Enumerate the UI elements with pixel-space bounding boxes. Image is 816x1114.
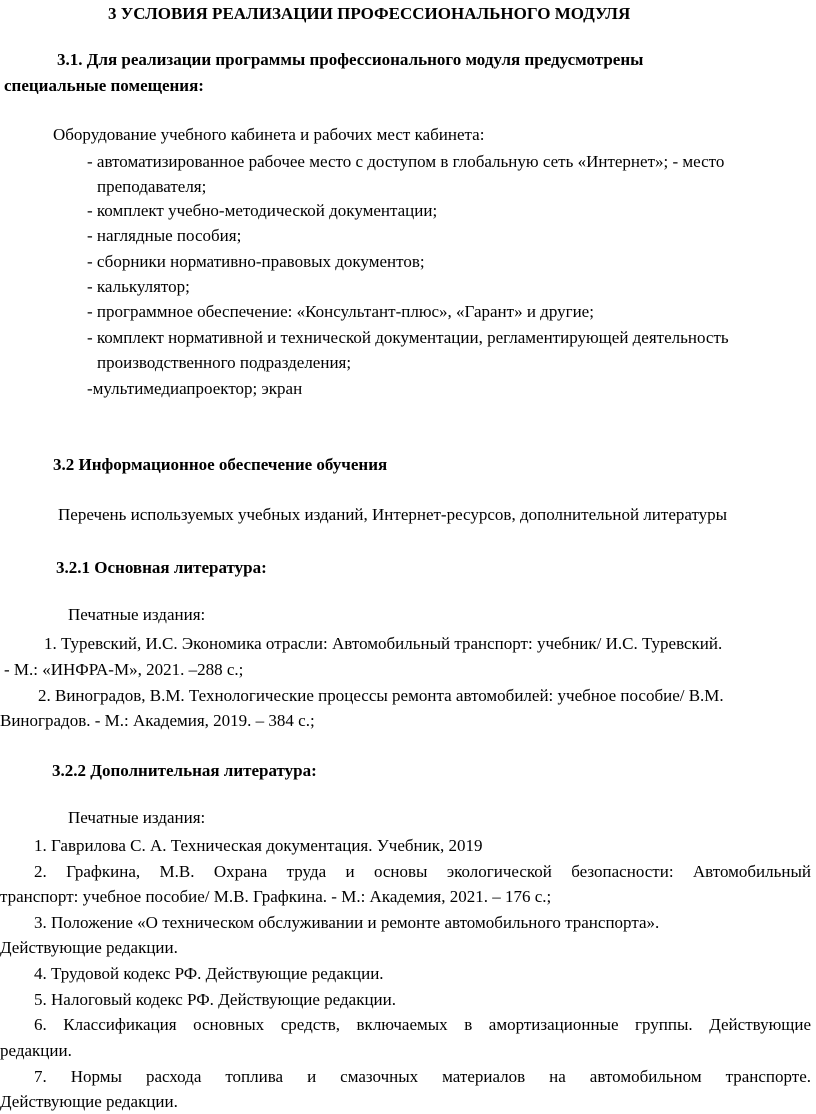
reference-item: 3. Положение «О техническом обслуживании и ремонте автомобильного транспорта».: [34, 913, 660, 932]
reference-item: 4. Трудовой кодекс РФ. Действующие редакции.: [34, 964, 384, 983]
reference-item-continuation: Действующие редакции.: [0, 1092, 178, 1111]
equipment-item: - калькулятор;: [87, 277, 190, 296]
equipment-intro: Оборудование учебного кабинета и рабочих мест кабинета:: [53, 125, 485, 144]
reference-item-continuation: - М.: «ИНФРА-М», 2021. –288 с.;: [4, 660, 244, 679]
reference-item-continuation: транспорт: учебное пособие/ М.В. Графкина. - М.: Академия, 2021. – 176 с.;: [0, 887, 552, 906]
section-3-2-1-heading: 3.2.1 Основная литература:: [56, 558, 267, 577]
printed-editions-label: Печатные издания:: [68, 808, 206, 827]
equipment-item: - программное обеспечение: «Консультант-плюс», «Гарант» и другие;: [87, 302, 594, 321]
printed-editions-label: Печатные издания:: [68, 605, 206, 624]
equipment-item: - комплект нормативной и технической документации, регламентирующей деятельность: [87, 328, 729, 347]
reference-item: 5. Налоговый кодекс РФ. Действующие редакции.: [34, 990, 396, 1009]
section-3-1-heading-line2: специальные помещения:: [4, 76, 204, 95]
reference-item: 1. Туревский, И.С. Экономика отрасли: Автомобильный транспорт: учебник/ И.С. Туревский.: [44, 634, 723, 653]
equipment-item: - автоматизированное рабочее место с доступом в глобальную сеть «Интернет»; - место: [87, 152, 725, 171]
page-title: 3 УСЛОВИЯ РЕАЛИЗАЦИИ ПРОФЕССИОНАЛЬНОГО МОДУЛЯ: [108, 4, 631, 23]
equipment-item: - наглядные пособия;: [87, 226, 242, 245]
equipment-item: производственного подразделения;: [97, 353, 352, 372]
section-3-2-2-heading: 3.2.2 Дополнительная литература:: [52, 761, 317, 780]
section-3-2-intro: Перечень используемых учебных изданий, Интернет-ресурсов, дополнительной литературы: [58, 505, 728, 524]
equipment-item: преподавателя;: [97, 177, 207, 196]
equipment-item: - комплект учебно-методической документации;: [87, 201, 438, 220]
section-3-2-heading: 3.2 Информационное обеспечение обучения: [53, 455, 388, 474]
reference-item: 7. Нормы расхода топлива и смазочных материалов на автомобильном транспорте.: [34, 1067, 812, 1086]
reference-item: 6. Классификация основных средств, включаемых в амортизационные группы. Действующие: [34, 1015, 812, 1034]
reference-item-continuation: Виноградов. - М.: Академия, 2019. – 384 с.;: [0, 711, 315, 730]
reference-item: 2. Графкина, М.В. Охрана труда и основы экологической безопасности: Автомобильный: [34, 862, 812, 881]
reference-item: 1. Гаврилова С. А. Техническая документация. Учебник, 2019: [34, 836, 483, 855]
reference-item: 2. Виноградов, В.М. Технологические процессы ремонта автомобилей: учебное пособие/ В.М.: [38, 686, 724, 705]
equipment-item: -мультимедиапроектор; экран: [87, 379, 303, 398]
section-3-1-heading-line1: 3.1. Для реализации программы профессионального модуля предусмотрены: [57, 50, 644, 69]
equipment-item: - сборники нормативно-правовых документов;: [87, 252, 425, 271]
reference-item-continuation: редакции.: [0, 1041, 72, 1060]
reference-item-continuation: Действующие редакции.: [0, 938, 178, 957]
